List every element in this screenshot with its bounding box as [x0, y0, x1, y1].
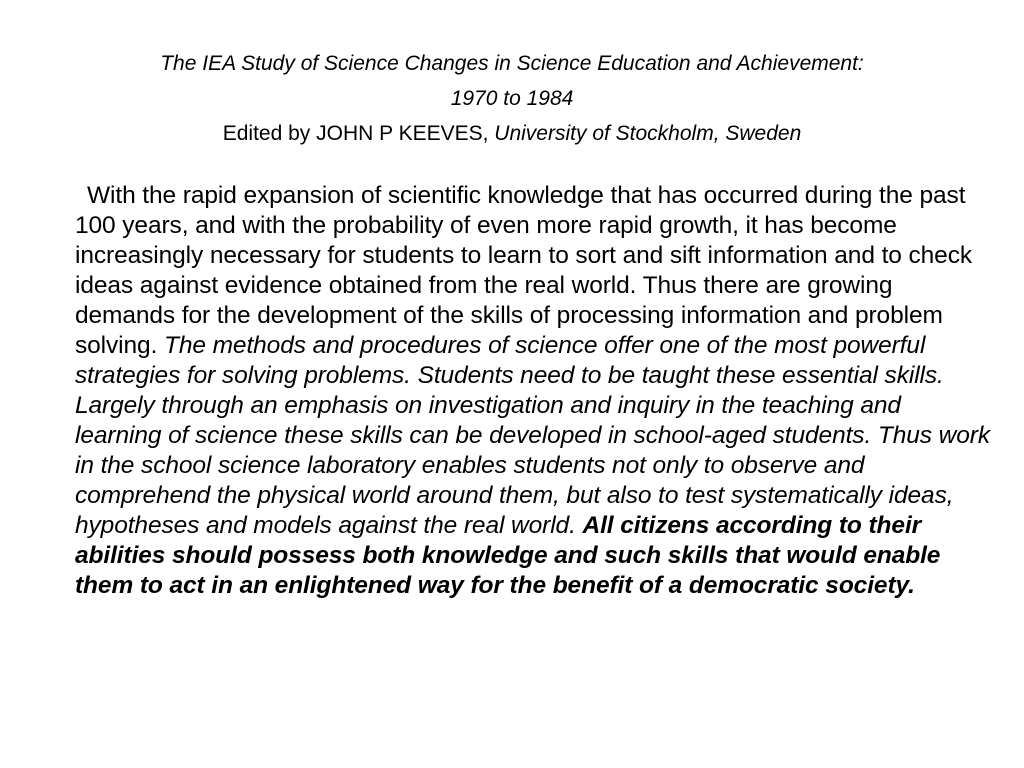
- title-line-1: The IEA Study of Science Changes in Science Education and Achievement:: [160, 52, 864, 75]
- body-italic-text: The methods and procedures of science offer one of the most powerful strategies for solving problems. Students need to be taught these essential skills. Largely through an emphasis on investigation and inquiry in the teaching and learning of science these skills can be developed in school-aged students. Thus work in the school science laboratory enables students not only to observe and comprehend the physical world around them, but also to test systematically ideas, hypotheses and models against the real world.: [75, 332, 990, 539]
- body-paragraph: [75, 181, 990, 601]
- slide-title: [60, 46, 964, 151]
- body-plain-text: With the rapid expansion of scientific knowledge that has occurred during the past 100 years, and with the probability of even more rapid growth, it has become increasingly necessary for students to learn to sort and sift information and to check ideas against evidence obtained from the real world. Thus there are growing demands for the development of the skills of processing information and problem solving.: [75, 182, 973, 359]
- editor-line: [60, 116, 964, 151]
- body-bold-italic-text: All citizens according to their abilities should possess both knowledge and such skills that would enable them to act in an enlightened way for the benefit of a democratic society.: [75, 512, 941, 599]
- editor-prefix: Edited by JOHN P KEEVES,: [222, 122, 495, 145]
- title-line-2: 1970 to 1984: [450, 87, 574, 110]
- editor-affiliation: University of Stockholm, Sweden: [494, 122, 802, 145]
